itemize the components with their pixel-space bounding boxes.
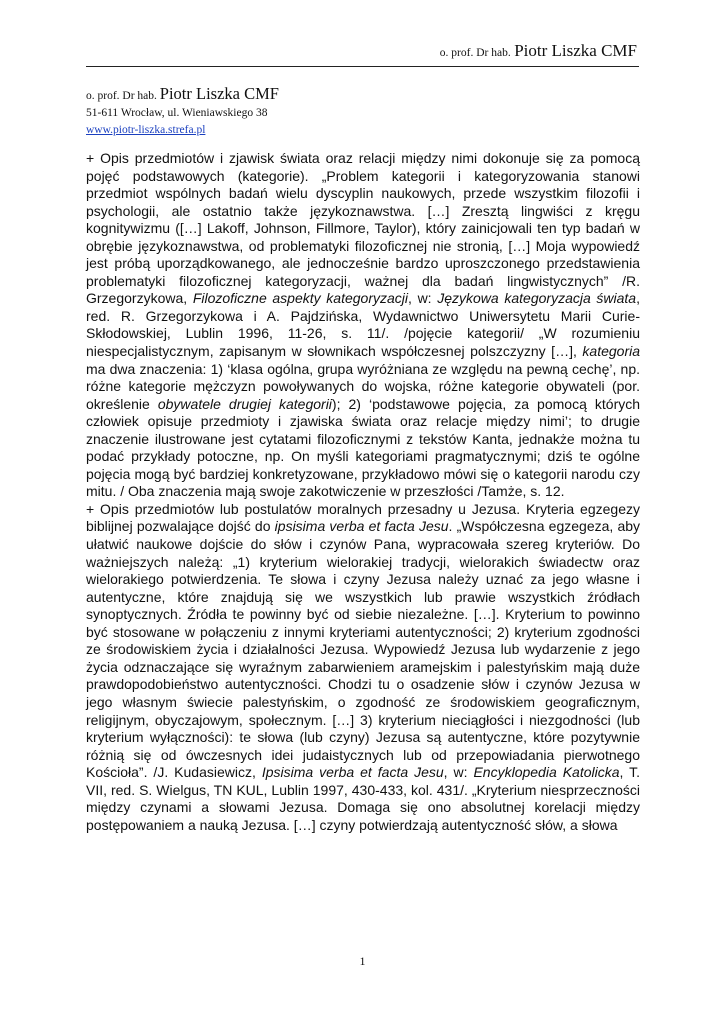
text-run: ma dwa znaczenia: 1) ‘klasa ogólna, grupa wyróżniana ze względu na pewną cechę’, np. różne kategorie mężczyzn powoływanych do wojska, różne kategorie obywateli (por. określenie [86,360,640,412]
author-prefix: o. prof. Dr hab. [86,90,157,102]
italic-text-run: obywatele drugiej kategorii [157,395,332,412]
author-block [86,86,279,138]
website-link[interactable]: www.piotr-liszka.strefa.pl [86,124,206,136]
italic-text-run: ipsisima verba et facta Jesu [274,518,449,535]
text-run: , red. R. Grzegorzykowa i A. Pajdzińska, Wydawnictwo Uniwersytetu Marii Curie-Skłodowskiej, Lublin 1996, 11-26, s. 11/. /pojęcie kategorii/ „W rozumieniu niespecjalistycznym, zapisanym w słownikach współczesnej polszczyzny […], [86,290,640,360]
header-name: Piotr Liszka CMF [514,41,637,60]
text-run: , T. VII, red. S. Wielgus, TN KUL, Lublin 1997, 430-433, kol. 431/. „Kryterium niesprzeczności między czynami a słowami Jezusa. Domaga się ono absolutnej korelacji między postępowaniem a nauką Jezusa. […] czyny potwierdzają autentyczność słów, a słowa [86,764,641,833]
body-paragraph [86,150,640,501]
italic-text-run: kategoria [582,343,640,360]
italic-text-run: Filozoficzne aspekty kategoryzacji [192,290,409,307]
italic-text-run: Encyklopedia Katolicka [473,764,620,781]
italic-text-run: Językowa kategoryzacja świata [437,290,637,307]
text-run: , w: [443,764,474,781]
italic-text-run: Ipsisima verba et facta Jesu [261,764,444,781]
author-name: Piotr Liszka CMF [159,84,279,103]
author-name-line [86,86,279,104]
text-run: ); 2) ‘podstawowe pojęcia, za pomocą których człowiek opisuje przedmioty i zjawiska świata oraz relacje między nimi’; to drugie znaczenie ilustrowane jest cytatami filozoficznymi z tekstów Kanta, jednakże można tu podać przykłady potoczne, np. On myśli kategoriami pragmatycznymi; dziś te ogólne pojęcia mogą być bardziej konkretyzowane, przykładowo mówi się o kategorii narodu czy mitu. / Oba znaczenia mają swoje zakotwiczenie w przeszłości /Tamże, s. 12. [86,395,641,500]
header-divider [86,66,639,67]
body-paragraph [86,501,640,834]
text-run: + Opis przedmiotów i zjawisk świata oraz relacji między nimi dokonuje się za pomocą pojęć podstawowych (kategorie). „Problem kategorii i kategoryzowania stanowi przedmiot wspólnych badań wielu dyscyplin naukowych, przede wszystkim filozofii i psychologii, ale ostatnio także językoznawstwa. […] Zresztą lingwiści z kręgu kognitywizmu ([…] Lakoff, Johnson, Fillmore, Taylor), który zainicjowali ten typ badań w obrębie językoznawstwa, od problematyki filozoficznej nie stronią, […] Moja wypowiedź jest próbą uporządkowanego, ale jednocześnie bardzo uproszczonego przedstawienia problematyki filozoficznej kategoryzacji, ważnej dla badań lingwistycznych” /R. Grzegorzykowa, [86,150,640,307]
body-text [86,150,640,834]
text-run: + Opis przedmiotów lub postulatów moralnych przesadny u Jezusa. Kryteria egzegezy biblijnej pozwalające dojść do [86,500,640,535]
author-address: 51-611 Wrocław, ul. Wieniawskiego 38 [86,107,268,119]
text-run: , w: [408,290,438,307]
header-prefix: o. prof. Dr hab. [439,47,511,59]
page-number: 1 [359,954,366,968]
text-run: . „Współczesna egzegeza, aby ułatwić naukowe dojście do słów i czynów Pana, wypracowała szereg kryteriów. Do ważniejszych należą: „1) kryterium wielorakiej tradycji, wielorakich świadectw oraz wielorakiego potwierdzenia. Te słowa i czyny Jezusa należy uznać za jego własne i autentyczne, które znajdują się we wszystkich lub prawie wszystkich źródłach synoptycznych. Źródła te powinny być od siebie niezależne. […]. Kryterium to powinno być stosowane w połączeniu z innymi kryteriami autentyczności; 2) kryterium zgodności ze środowiskiem życia i działalności Jezusa. Wypowiedź Jezusa lub wydarzenie z jego życia odznaczające się wyraźnym zabarwieniem aramejskim i palestyńskim mają duże prawdopodobieństwo autentyczności. Chodzi tu o osadzenie słów i czynów Jezusa w jego własnym świecie palestyńskim, o zgodność ze środowiskiem geograficznym, religijnym, obyczajowym, społecznym. […] 3) kryterium nieciągłości i niezgodności (lub kryterium wyłączności): te słowa (lub czyny) Jezusa są autentyczne, które pozytywnie różnią się od ówczesnych idei judaistycznych lub od przepowiadania pierwotnego Kościoła”. /J. Kudasiewicz, [86,518,641,781]
running-header [440,41,637,61]
